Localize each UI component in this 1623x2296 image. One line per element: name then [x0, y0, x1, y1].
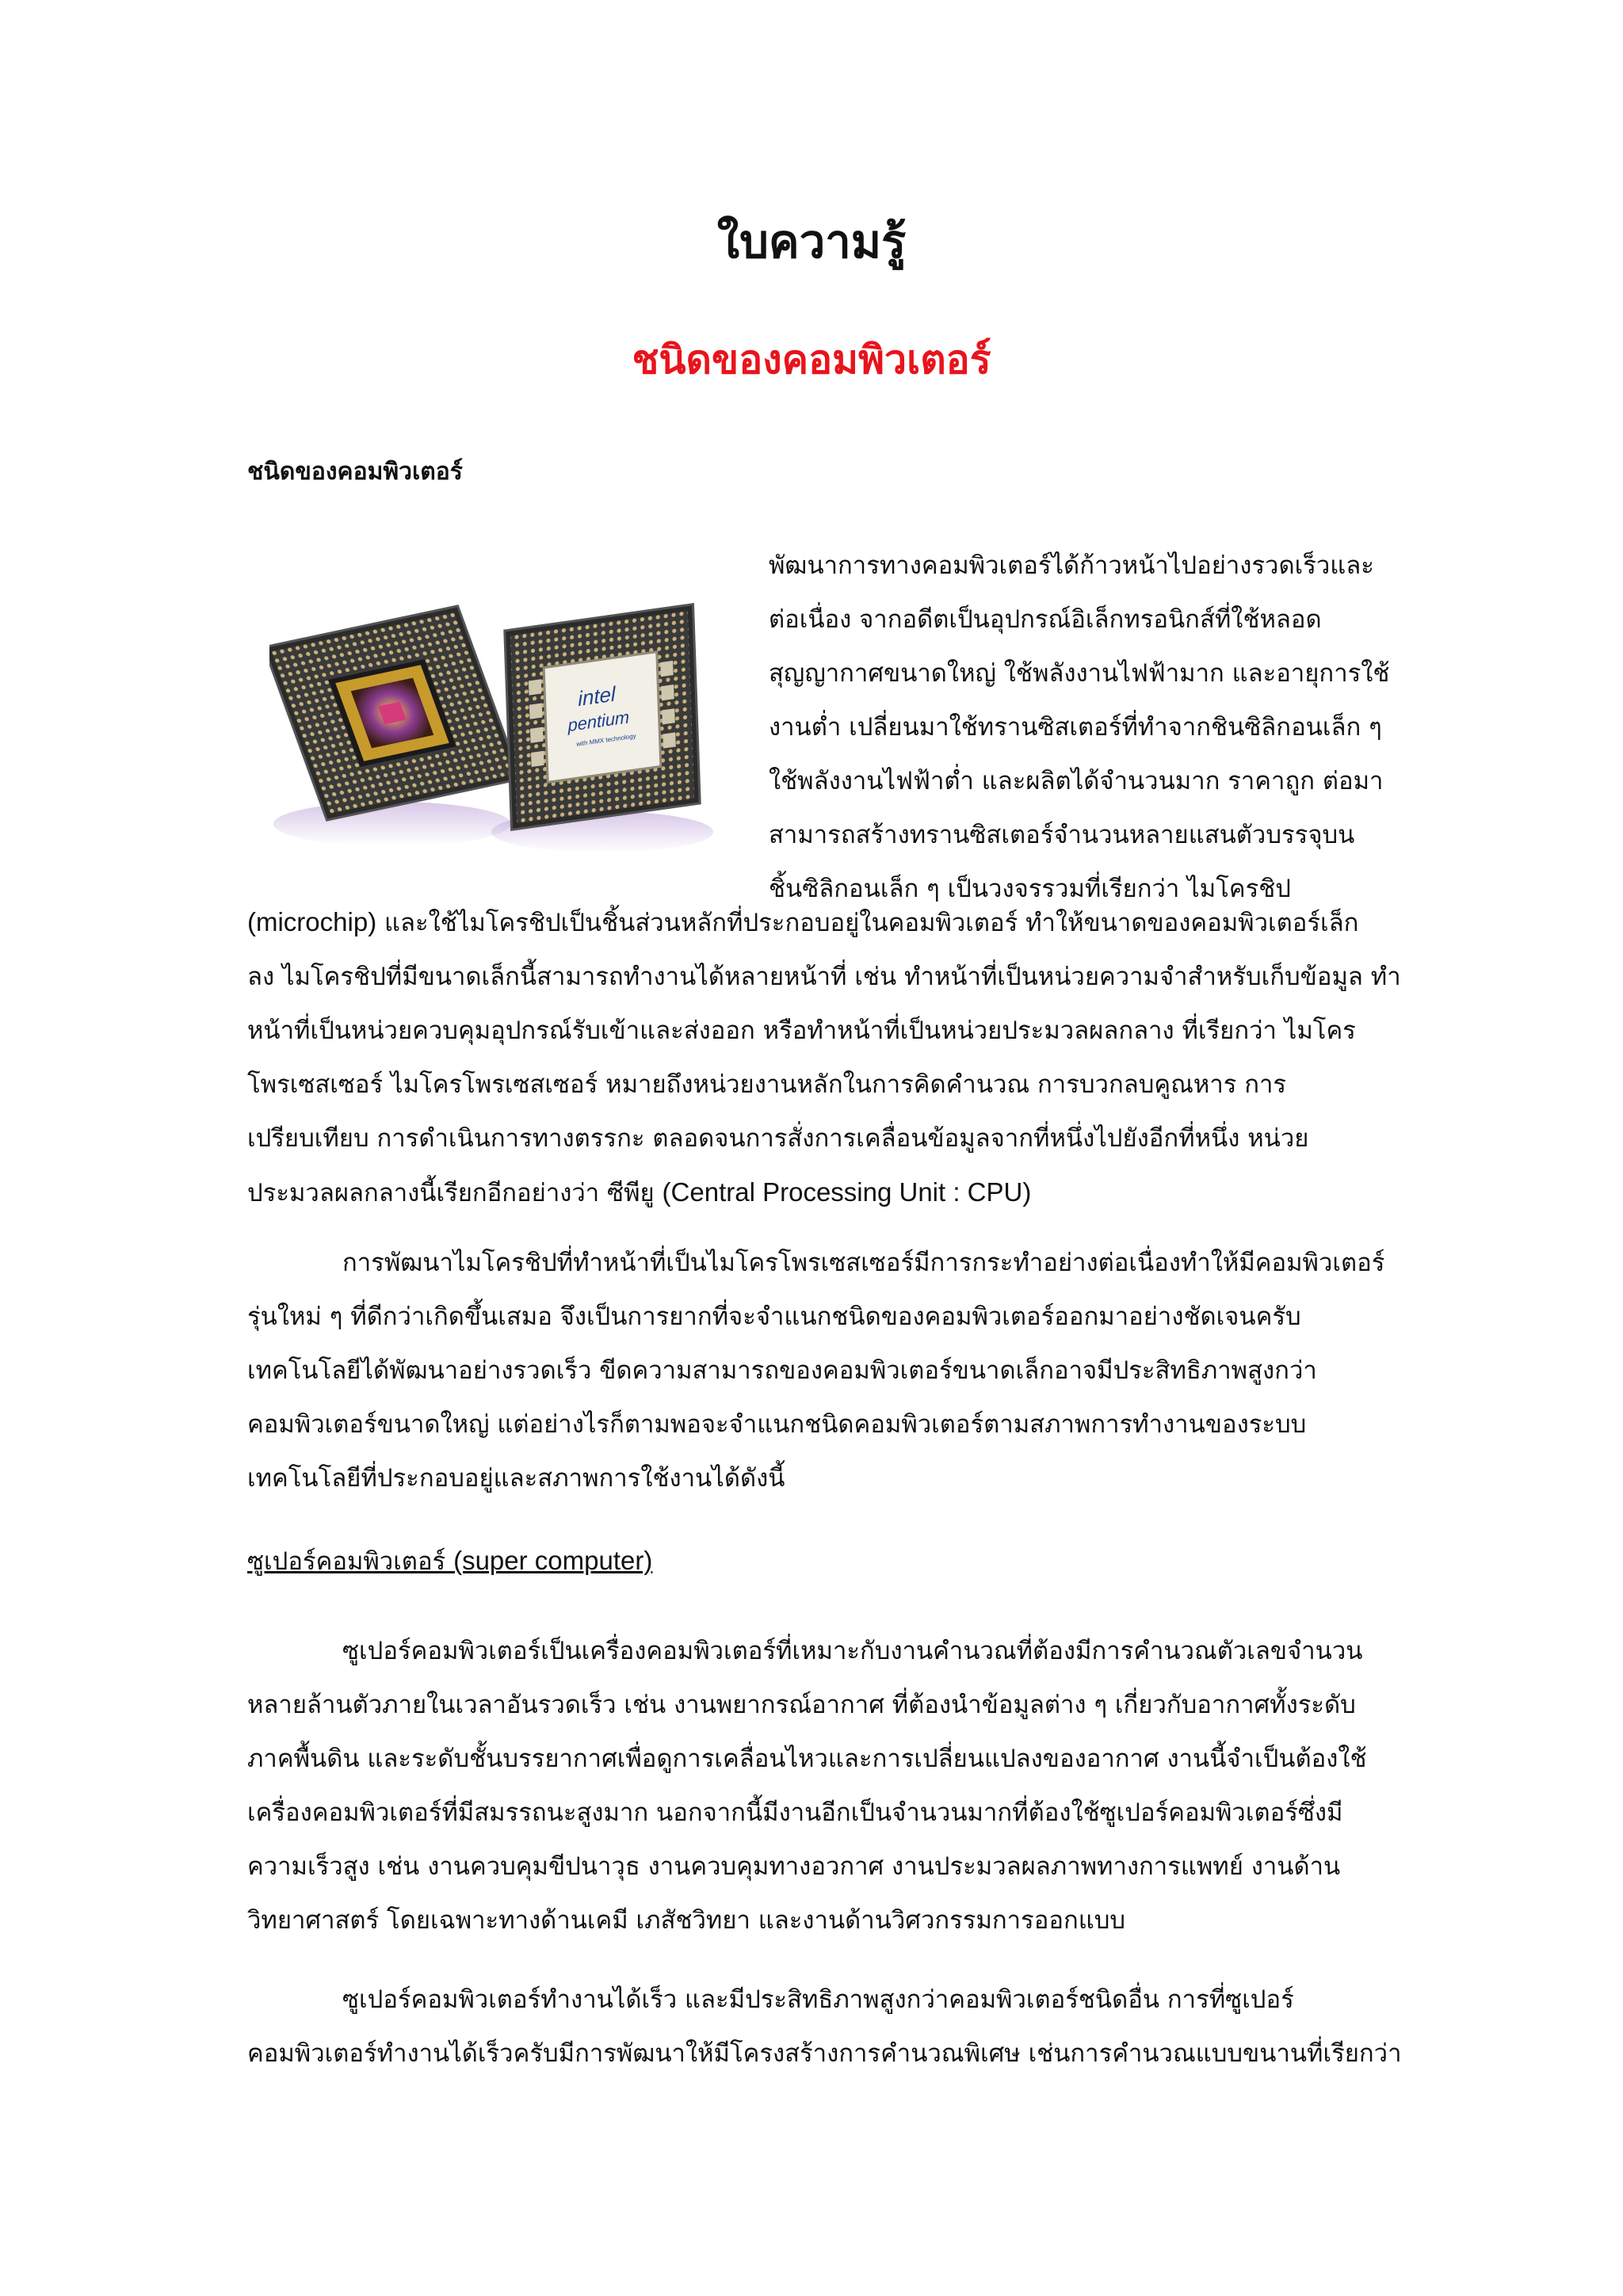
intro-line: งานต่ำ เปลี่ยนมาใช้ทรานซิสเตอร์ที่ทำจากชินซิลิกอนเล็ก ๆ [769, 713, 1382, 742]
paragraph-line: เทคโนโลยีที่ประกอบอยู่และสภาพการใช้งานได้ดังนี้ [247, 1464, 785, 1493]
section-heading: ชนิดของคอมพิวเตอร์ [247, 458, 463, 486]
paragraph-line: คอมพิวเตอร์ทำงานได้เร็วครับมีการพัฒนาให้มีโครงสร้างการคำนวณพิเศษ เช่นการคำนวณแบบขนานที่เรียกว่า [247, 2039, 1402, 2068]
intro-full-line: หน้าที่เป็นหน่วยควบคุมอุปกรณ์รับเข้าและส่งออก หรือทำหน้าที่เป็นหน่วยประมวลผลกลาง ที่เรียกว่า ไมโคร [247, 1016, 1356, 1045]
cpu-chip-right [505, 605, 700, 830]
supercomputer-heading-latin: (super computer) [453, 1546, 653, 1575]
paragraph-development [247, 1236, 1385, 1505]
page-title: ใบความรู้ [716, 215, 907, 269]
microchip-term: (microchip) [247, 907, 377, 936]
paragraph-line: ความเร็วสูง เช่น งานควบคุมขีปนาวุธ งานควบคุมทางอวกาศ งานประมวลผลภาพทางการแพทย์ งานด้าน [247, 1852, 1341, 1881]
intro-full-line [247, 895, 1381, 950]
supercomputer-heading-thai: ซูเปอร์คอมพิวเตอร์ [247, 1547, 454, 1576]
chip-small-label: with MMX technology [576, 732, 636, 748]
chip-shadow-left [273, 802, 511, 846]
cpu-chip-left [269, 606, 521, 820]
paragraph-line: คอมพิวเตอร์ขนาดใหญ่ แต่อย่างไรก็ตามพอจะจำแนกชนิดคอมพิวเตอร์ตามสภาพการทำงานของระบบ [247, 1410, 1307, 1439]
paragraph-line: ซูเปอร์คอมพิวเตอร์ทำงานได้เร็ว และมีประสิทธิภาพสูงกว่าคอมพิวเตอร์ชนิดอื่น การที่ซูเปอร์ [342, 1985, 1294, 2014]
intro-line: สามารถสร้างทรานซิสเตอร์จำนวนหลายแสนตัวบรรจุบน [769, 821, 1355, 849]
paragraph-line: หลายล้านตัวภายในเวลาอันรวดเร็ว เช่น งานพยากรณ์อากาศ ที่ต้องนำข้อมูลต่าง ๆ เกี่ยวกับอากาศทั้งระดับ [247, 1691, 1356, 1719]
paragraph-line: วิทยาศาสตร์ โดยเฉพาะทางด้านเคมี เภสัชวิทยา และงานด้านวิศวกรรมการออกแบบ [247, 1906, 1126, 1935]
intro-paragraph-continued [247, 895, 1401, 1220]
intro-line: พัฒนาการทางคอมพิวเตอร์ได้ก้าวหน้าไปอย่างรวดเร็วและ [769, 551, 1374, 580]
intro-full-line [247, 1165, 1381, 1220]
intro-right-column [769, 539, 1390, 916]
intro-line: ต่อเนื่อง จากอดีตเป็นอุปกรณ์อิเล็กทรอนิกส์ที่ใช้หลอด [769, 605, 1322, 634]
paragraph-line: รุ่นใหม่ ๆ ที่ดีกว่าเกิดขึ้นเสมอ จึงเป็นการยากที่จะจำแนกชนิดของคอมพิวเตอร์ออกมาอย่างชัดเจนครับ [247, 1302, 1301, 1331]
chip-brand-label: intel [577, 681, 617, 711]
paragraph-line: ซูเปอร์คอมพิวเตอร์เป็นเครื่องคอมพิวเตอร์ที่เหมาะกับงานคำนวณที่ต้องมีการคำนวณตัวเลขจำนวน [342, 1637, 1363, 1665]
intro-full-line: ลง ไมโครชิปที่มีขนาดเล็กนี้สามารถทำงานได้หลายหน้าที่ เช่น ทำหน้าที่เป็นหน่วยความจำสำหรับเก็บข้อมูล ทำ [247, 963, 1401, 991]
processor-chips-image [269, 586, 721, 856]
intro-full-line: โพรเซสเซอร์ ไมโครโพรเซสเซอร์ หมายถึงหน่วยงานหลักในการคิดคำนวณ การบวกลบคูณหาร การ [247, 1070, 1287, 1099]
intro-line: สุญญากาศขนาดใหญ่ ใช้พลังงานไฟฟ้ามาก และอายุการใช้ [769, 659, 1390, 688]
paragraph-line: เครื่องคอมพิวเตอร์ที่มีสมรรถนะสูงมาก นอกจากนี้มีงานอีกเป็นจำนวนมากที่ต้องใช้ซูเปอร์คอมพิวเตอร์ซึ่งมี [247, 1798, 1343, 1827]
paragraph-line: เทคโนโลยีได้พัฒนาอย่างรวดเร็ว ขีดความสามารถของคอมพิวเตอร์ขนาดเล็กอาจมีประสิทธิภาพสูงกว่า [247, 1356, 1317, 1385]
paragraph-supercomputer-speed [247, 1973, 1402, 2081]
chip-product-label: pentium [567, 707, 630, 736]
intro-text: และใช้ไมโครชิปเป็นชิ้นส่วนหลักที่ประกอบอยู่ในคอมพิวเตอร์ ทำให้ขนาดของคอมพิวเตอร์เล็ก [376, 909, 1359, 937]
cpu-term: (Central Processing Unit : CPU) [662, 1177, 1032, 1207]
paragraph-supercomputer-uses [247, 1624, 1381, 1947]
supercomputer-heading [247, 1541, 652, 1581]
intro-line: ชิ้นซิลิกอนเล็ก ๆ เป็นวงจรรวมที่เรียกว่า ไมโครชิป [769, 875, 1291, 903]
intro-full-line: เปรียบเทียบ การดำเนินการทางตรรกะ ตลอดจนการสั่งการเคลื่อนข้อมูลจากที่หนึ่งไปยังอีกที่หนึ่ง หน่วย [247, 1124, 1309, 1153]
page-subtitle: ชนิดของคอมพิวเตอร์ [632, 336, 991, 383]
paragraph-line: ภาคพื้นดิน และระดับชั้นบรรยากาศเพื่อดูการเคลื่อนไหวและการเปลี่ยนแปลงของอากาศ งานนี้จำเป็นต้องใช้ [247, 1745, 1367, 1773]
intro-line: ใช้พลังงานไฟฟ้าต่ำ และผลิตได้จำนวนมาก ราคาถูก ต่อมา [769, 767, 1384, 795]
intro-text: ประมวลผลกลางนี้เรียกอีกอย่างว่า ซีพียู [247, 1179, 663, 1207]
paragraph-line: การพัฒนาไมโครชิปที่ทำหน้าที่เป็นไมโครโพรเซสเซอร์มีการกระทำอย่างต่อเนื่องทำให้มีคอมพิวเตอร์ [342, 1249, 1385, 1277]
